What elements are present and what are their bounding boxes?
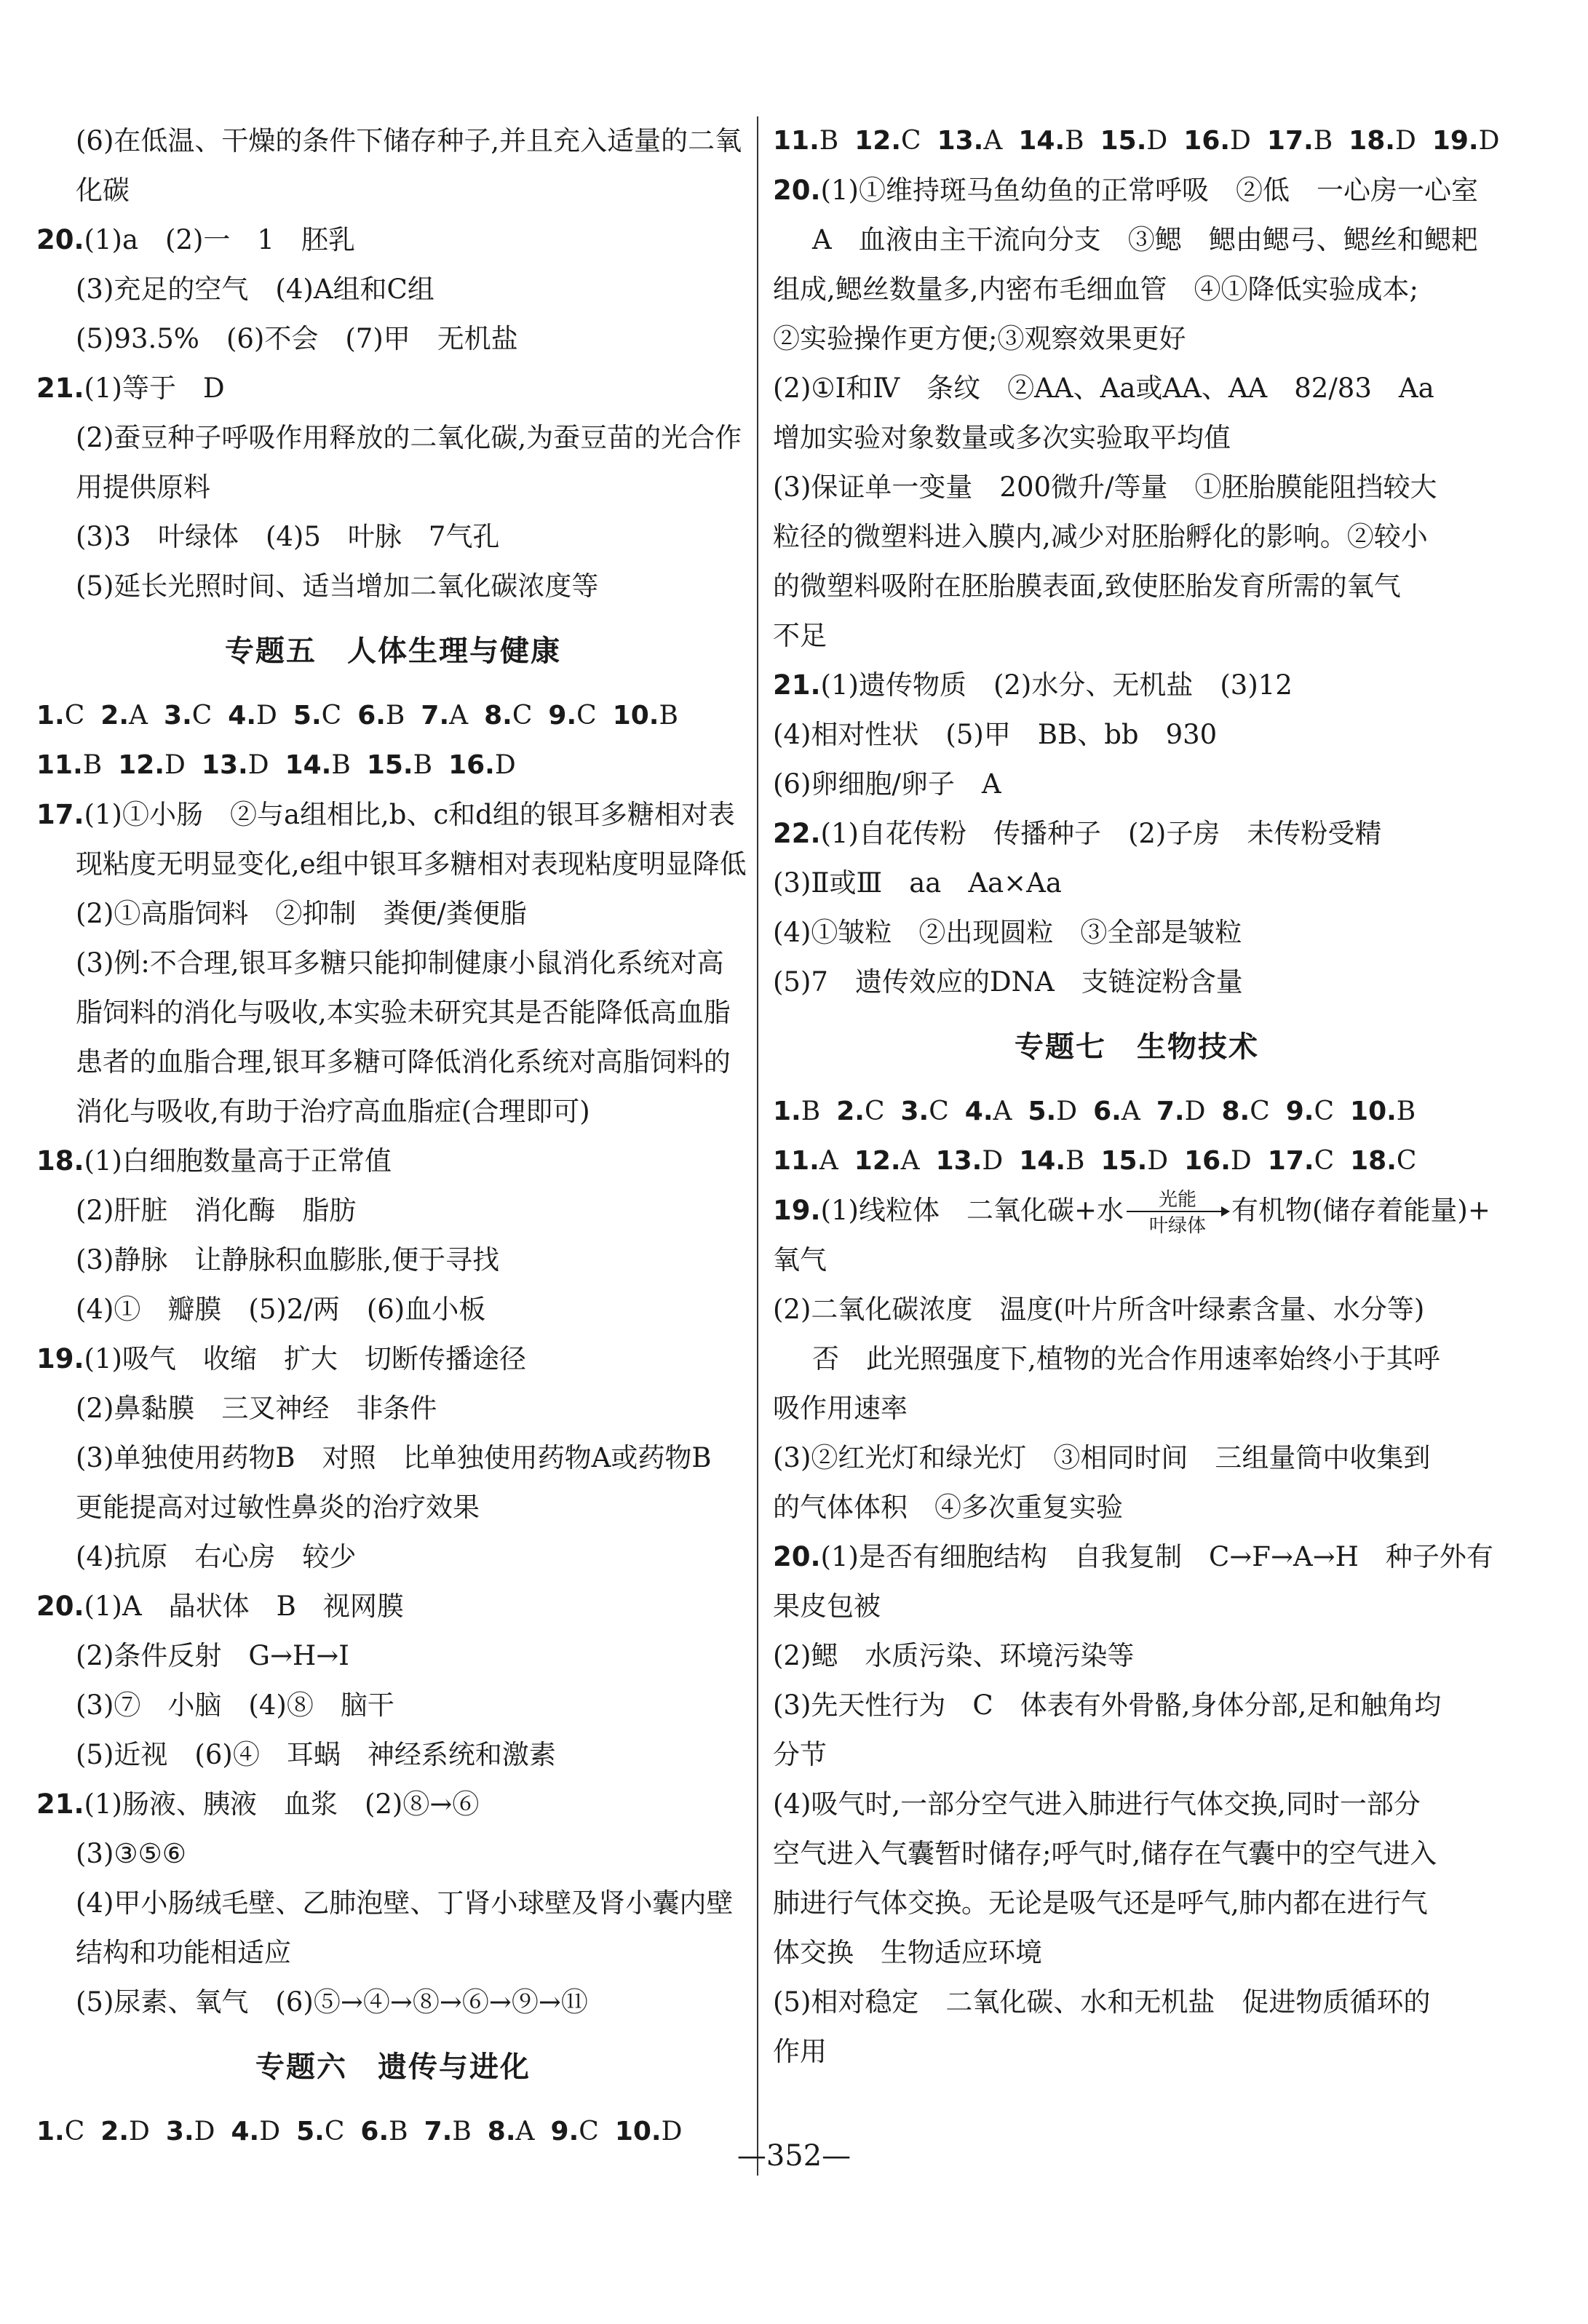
- question-number: 4.: [231, 2117, 260, 2146]
- choice-letter: C: [64, 701, 85, 731]
- question-number: 17.: [1266, 126, 1314, 156]
- answer-line: 分节: [773, 1739, 827, 1770]
- choice-letter: B: [331, 750, 351, 780]
- question-number: 13.: [937, 126, 984, 156]
- choice-letter: A: [449, 701, 469, 731]
- choice-answer: [937, 116, 1003, 166]
- answer-line: (5)延长光照时间、适当增加二氧化碳浓度等: [76, 570, 599, 602]
- choice-answer: [1183, 116, 1251, 166]
- choice-answer: [1350, 1087, 1416, 1137]
- question-answer-line: [36, 790, 750, 840]
- choice-answer: [1432, 116, 1500, 166]
- answer-line: (2)①高脂饲料 ②抑制 粪便/粪便脂: [76, 898, 527, 929]
- choice-letter: D: [256, 701, 277, 731]
- answer-line: 化碳: [76, 175, 130, 206]
- question-number: 6.: [1093, 1097, 1121, 1126]
- answer-line: (4)甲小肠绒毛壁、乙肺泡壁、丁肾小球壁及肾小囊内壁: [76, 1887, 734, 1919]
- section-heading: 专题七 生物技术: [1015, 1030, 1259, 1064]
- answer-line: 脂饲料的消化与吸收,本实验未研究其是否能降低高血脂: [76, 997, 731, 1028]
- equation-left: (1)线粒体 二氧化碳+水: [820, 1195, 1124, 1226]
- reaction-arrow: [1127, 1189, 1228, 1237]
- answer-line: (6)卵细胞/卵子 A: [773, 768, 1001, 800]
- answer-text: (1)A 晶状体 B 视网膜: [84, 1591, 404, 1622]
- choice-letter: A: [129, 701, 148, 731]
- choice-answer: [1286, 1087, 1334, 1137]
- question-number: 5.: [296, 2117, 325, 2146]
- answer-line: 不足: [773, 620, 827, 651]
- arrow-icon: [1127, 1211, 1228, 1215]
- choice-letter: B: [452, 2117, 472, 2146]
- question-number: 8.: [1221, 1097, 1250, 1126]
- answer-line: 肺进行气体交换。无论是吸气还是呼气,肺内都在进行气: [773, 1887, 1428, 1919]
- question-number: 14.: [285, 750, 332, 780]
- answer-line: 吸作用速率: [773, 1393, 908, 1424]
- question-number: 11.: [773, 126, 819, 156]
- choice-letter: D: [194, 2117, 215, 2146]
- choice-letter: C: [901, 126, 921, 156]
- answer-line: (2)条件反射 G→H→I: [76, 1640, 349, 1671]
- question-number: 6.: [357, 701, 386, 731]
- choice-letter: B: [413, 750, 433, 780]
- choice-answer: [836, 1087, 884, 1137]
- choice-answer: [773, 116, 838, 166]
- answer-text: (1)肠液、胰液 血浆 (2)⑧→⑥: [84, 1788, 480, 1820]
- choice-answer: [1019, 1137, 1084, 1186]
- question-number: 12.: [854, 1146, 901, 1176]
- answer-text: (1)自花传粉 传播种子 (2)子房 未传粉受精: [820, 818, 1382, 849]
- question-number: 17.: [1267, 1146, 1314, 1176]
- question-number: 9.: [548, 701, 577, 731]
- question-number: 2.: [100, 701, 130, 731]
- answer-line: (4)吸气时,一部分空气进入肺进行气体交换,同时一部分: [773, 1788, 1421, 1820]
- question-number: 1.: [36, 2117, 65, 2146]
- choice-letter: B: [1065, 126, 1084, 156]
- answer-line: 结构和功能相适应: [76, 1937, 291, 1968]
- choice-letter: D: [661, 2117, 683, 2146]
- question-answer-line: [36, 1137, 750, 1186]
- question-number: 16.: [1184, 1146, 1231, 1176]
- choice-letter: D: [1147, 1146, 1169, 1176]
- answer-text: (1)吸气 收缩 扩大 切断传播途径: [84, 1343, 526, 1374]
- answer-line: (3)例:不合理,银耳多糖只能抑制健康小鼠消化系统对高: [76, 947, 724, 979]
- choice-answer: [900, 1087, 948, 1137]
- question-answer-line: [773, 809, 1501, 859]
- answer-line: 果皮包被: [773, 1591, 881, 1622]
- question-number: 4.: [228, 701, 257, 731]
- question-number: 20.: [773, 1541, 821, 1572]
- choice-answer: [1093, 1087, 1140, 1137]
- answer-line: (3)③⑤⑥: [76, 1838, 186, 1869]
- question-number: 19.: [36, 1343, 84, 1374]
- question-number: 3.: [900, 1097, 929, 1126]
- choice-letter: D: [1478, 126, 1500, 156]
- answer-line: (4)抗原 右心房 较少: [76, 1541, 357, 1572]
- choice-answer: [773, 1137, 838, 1186]
- answer-line: 更能提高对过敏性鼻炎的治疗效果: [76, 1492, 480, 1523]
- answer-line: ②实验操作更方便;③观察效果更好: [773, 323, 1186, 354]
- question-number: 20.: [36, 224, 84, 255]
- question-number: 1.: [36, 701, 65, 731]
- answer-line: (5)相对稳定 二氧化碳、水和无机盐 促进物质循环的: [773, 1986, 1431, 2018]
- choice-letter: B: [1065, 1146, 1085, 1176]
- answer-line: (2)鼻黏膜 三叉神经 非条件: [76, 1393, 437, 1424]
- question-number: 15.: [1100, 126, 1147, 156]
- answer-line: (5)近视 (6)④ 耳蜗 神经系统和激素: [76, 1739, 556, 1770]
- question-number: 10.: [612, 701, 659, 731]
- answer-text: (1)遗传物质 (2)水分、无机盐 (3)12: [820, 669, 1293, 701]
- choice-letter: B: [659, 701, 678, 731]
- question-number: 12.: [118, 750, 165, 780]
- choice-answer: [1028, 1087, 1078, 1137]
- question-number: 8.: [487, 2117, 516, 2146]
- question-number: 3.: [164, 701, 192, 731]
- choice-letter: C: [512, 701, 533, 731]
- choice-answer: [484, 691, 532, 741]
- answer-text: (1)①小肠 ②与a组相比,b、c和d组的银耳多糖相对表: [84, 799, 735, 830]
- question-number: 7.: [424, 2117, 453, 2146]
- question-number: 18.: [1349, 126, 1395, 156]
- choice-letter: D: [1394, 126, 1416, 156]
- question-number: 3.: [165, 2117, 194, 2146]
- choice-letter: A: [515, 2117, 535, 2146]
- question-answer-line: [773, 1532, 1501, 1582]
- answer-line: (5)93.5% (6)不会 (7)甲 无机盐: [76, 323, 518, 354]
- answer-line: 现粘度无明显变化,e组中银耳多糖相对表现粘度明显降低: [76, 848, 747, 880]
- choice-answer: [164, 691, 212, 741]
- choice-answer-row: [773, 1087, 1501, 1137]
- question-number: 9.: [1285, 1097, 1314, 1126]
- answer-line: 患者的血脂合理,银耳多糖可降低消化系统对高脂饲料的: [76, 1046, 731, 1078]
- choice-letter: C: [1314, 1097, 1335, 1126]
- choice-letter: C: [864, 1097, 885, 1126]
- right-column: [773, 116, 1501, 2077]
- page-number: —352—: [737, 2139, 851, 2173]
- reaction-condition: 光能: [1158, 1188, 1196, 1211]
- answer-line: 的气体体积 ④多次重复实验: [773, 1492, 1123, 1523]
- question-number: 21.: [36, 373, 84, 404]
- question-number: 16.: [448, 750, 495, 780]
- question-answer-line: [773, 1186, 1501, 1235]
- answer-text: (1)①维持斑马鱼幼鱼的正常呼吸 ②低 一心房一心室: [820, 175, 1478, 206]
- question-number: 7.: [421, 701, 450, 731]
- choice-answer: [36, 691, 84, 741]
- choice-answer: [854, 116, 921, 166]
- question-number: 18.: [1350, 1146, 1397, 1176]
- choice-letter: A: [819, 1146, 838, 1176]
- choice-letter: C: [576, 701, 597, 731]
- question-number: 7.: [1156, 1097, 1185, 1126]
- choice-answer: [1349, 116, 1416, 166]
- choice-answer: [1100, 1137, 1168, 1186]
- question-answer-line: [36, 215, 750, 265]
- choice-letter: C: [1250, 1097, 1270, 1126]
- answer-line: 粒径的微塑料进入膜内,减少对胚胎孵化的影响。②较小: [773, 521, 1428, 552]
- choice-answer: [293, 691, 341, 741]
- choice-letter: D: [247, 750, 269, 780]
- answer-line: A 血液由主干流向分支 ③鳃 鳃由鳃弓、鳃丝和鳃耙: [812, 224, 1478, 255]
- reaction-site: 叶绿体: [1148, 1214, 1206, 1237]
- answer-line: (2)①Ⅰ和Ⅳ 条纹 ②AA、Aa或AA、AA 82/83 Aa: [773, 373, 1434, 404]
- choice-answer: [936, 1137, 1004, 1186]
- choice-letter: B: [1396, 1097, 1416, 1126]
- choice-answer: [965, 1087, 1012, 1137]
- answer-line: 增加实验对象数量或多次实验取平均值: [773, 422, 1231, 453]
- answer-text: (1)等于 D: [84, 373, 225, 404]
- choice-answer-row: [773, 1137, 1501, 1186]
- choice-answer: [1184, 1137, 1252, 1186]
- answer-line: 用提供原料: [76, 471, 210, 503]
- section-heading: 专题六 遗传与进化: [255, 2050, 531, 2084]
- choice-answer-row: [773, 116, 1501, 166]
- choice-letter: D: [164, 750, 186, 780]
- question-number: 17.: [36, 799, 84, 830]
- answer-line: 作用: [773, 2036, 827, 2067]
- answer-line: (5)7 遗传效应的DNA 支链淀粉含量: [773, 966, 1243, 998]
- question-number: 1.: [773, 1097, 801, 1126]
- question-number: 19.: [773, 1195, 821, 1226]
- choice-letter: D: [1056, 1097, 1078, 1126]
- choice-letter: C: [324, 2117, 345, 2146]
- question-number: 14.: [1018, 126, 1065, 156]
- choice-letter: B: [801, 1097, 821, 1126]
- question-number: 2.: [836, 1097, 865, 1126]
- choice-answer-row: [36, 691, 750, 741]
- choice-answer: [1018, 116, 1084, 166]
- choice-letter: D: [494, 750, 516, 780]
- answer-line: (3)3 叶绿体 (4)5 叶脉 7气孔: [76, 521, 500, 552]
- choice-letter: C: [929, 1097, 949, 1126]
- choice-answer: [448, 741, 516, 790]
- choice-answer: [1221, 1087, 1269, 1137]
- question-number: 13.: [935, 1146, 982, 1176]
- question-number: 11.: [773, 1146, 819, 1176]
- question-number: 12.: [854, 126, 902, 156]
- choice-answer: [357, 691, 405, 741]
- question-number: 15.: [1100, 1146, 1148, 1176]
- answer-line: (2)肝脏 消化酶 脂肪: [76, 1195, 357, 1226]
- answer-line: (3)保证单一变量 200微升/等量 ①胚胎膜能阻挡较大: [773, 471, 1437, 503]
- question-number: 2.: [100, 2117, 130, 2146]
- answer-line: (6)在低温、干燥的条件下储存种子,并且充入适量的二氧: [76, 125, 742, 156]
- choice-answer: [228, 691, 277, 741]
- choice-letter: D: [982, 1146, 1004, 1176]
- question-number: 10.: [1350, 1097, 1397, 1126]
- answer-line: (4)①皱粒 ②出现圆粒 ③全部是皱粒: [773, 917, 1242, 948]
- choice-letter: B: [1313, 126, 1333, 156]
- choice-answer: [773, 1087, 820, 1137]
- choice-answer: [854, 1137, 920, 1186]
- choice-letter: B: [385, 701, 405, 731]
- question-answer-line: [36, 364, 750, 413]
- choice-letter: C: [579, 2117, 599, 2146]
- choice-letter: C: [64, 2117, 85, 2146]
- answer-line: (2)蚕豆种子呼吸作用释放的二氧化碳,为蚕豆苗的光合作: [76, 422, 742, 453]
- answer-line: 消化与吸收,有助于治疗高血脂症(合理即可): [76, 1096, 590, 1127]
- question-number: 22.: [773, 818, 821, 849]
- question-number: 5.: [1028, 1097, 1057, 1126]
- choice-answer: [367, 741, 432, 790]
- question-number: 5.: [293, 701, 322, 731]
- choice-letter: D: [129, 2117, 150, 2146]
- question-number: 18.: [36, 1145, 84, 1177]
- choice-letter: C: [1314, 1146, 1335, 1176]
- choice-answer: [100, 691, 148, 741]
- choice-letter: B: [819, 126, 839, 156]
- answer-line: (2)二氧化碳浓度 温度(叶片所含叶绿素含量、水分等): [773, 1294, 1425, 1325]
- answer-line: (4)① 瓣膜 (5)2/两 (6)血小板: [76, 1294, 486, 1325]
- question-number: 21.: [773, 669, 821, 701]
- question-number: 10.: [614, 2117, 662, 2146]
- choice-letter: D: [1146, 126, 1168, 156]
- question-number: 14.: [1019, 1146, 1065, 1176]
- equation-right: 有机物(储存着能量)+: [1231, 1195, 1490, 1226]
- choice-answer: [118, 741, 186, 790]
- choice-letter: A: [900, 1146, 920, 1176]
- choice-answer: [1268, 1137, 1334, 1186]
- question-number: 9.: [550, 2117, 579, 2146]
- question-answer-line: [36, 1334, 750, 1384]
- question-answer-line: [36, 1780, 750, 1829]
- question-answer-line: [773, 661, 1501, 710]
- choice-letter: C: [191, 701, 213, 731]
- choice-letter: A: [1121, 1097, 1140, 1126]
- choice-answer: [548, 691, 596, 741]
- column-divider: [757, 116, 758, 2176]
- choice-letter: B: [389, 2117, 408, 2146]
- choice-answer: [421, 691, 468, 741]
- answer-line: (3)先天性行为 C 体表有外骨骼,身体分部,足和触角均: [773, 1690, 1442, 1721]
- question-number: 20.: [773, 175, 821, 206]
- choice-letter: D: [1230, 1146, 1252, 1176]
- left-column: [36, 116, 750, 2157]
- answer-line: 空气进入气囊暂时储存;呼气时,储存在气囊中的空气进入: [773, 1838, 1437, 1869]
- question-number: 16.: [1183, 126, 1231, 156]
- answer-line: (3)②红光灯和绿光灯 ③相同时间 三组量筒中收集到: [773, 1442, 1431, 1473]
- answer-text: (1)白细胞数量高于正常值: [84, 1145, 392, 1177]
- choice-letter: A: [993, 1097, 1012, 1126]
- answer-line: (4)相对性状 (5)甲 BB、bb 930: [773, 719, 1218, 750]
- choice-letter: C: [1396, 1146, 1417, 1176]
- choice-letter: D: [1230, 126, 1251, 156]
- answer-line: (2)鳃 水质污染、环境污染等: [773, 1640, 1135, 1671]
- choice-answer: [1267, 116, 1333, 166]
- answer-line: (3)静脉 让静脉积血膨胀,便于寻找: [76, 1244, 500, 1276]
- section-heading: 专题五 人体生理与健康: [225, 634, 561, 668]
- choice-answer: [285, 741, 351, 790]
- question-number: 21.: [36, 1788, 84, 1820]
- choice-answer-row: [36, 741, 750, 790]
- question-number: 20.: [36, 1591, 84, 1622]
- question-number: 6.: [360, 2117, 389, 2146]
- choice-letter: A: [983, 126, 1003, 156]
- answer-line: 组成,鳃丝数量多,内密布毛细血管 ④①降低实验成本;: [773, 274, 1418, 305]
- choice-answer: [613, 691, 678, 741]
- question-number: 13.: [201, 750, 248, 780]
- choice-letter: B: [82, 750, 103, 780]
- question-answer-line: [773, 166, 1501, 215]
- choice-letter: D: [259, 2117, 281, 2146]
- question-answer-line: [36, 1582, 750, 1631]
- choice-answer: [1100, 116, 1168, 166]
- choice-answer: [1156, 1087, 1206, 1137]
- answer-text: (1)a (2)一 1 胚乳: [84, 224, 355, 255]
- choice-answer: [36, 741, 102, 790]
- choice-letter: C: [321, 701, 342, 731]
- answer-line: (3)⑦ 小脑 (4)⑧ 脑干: [76, 1690, 394, 1721]
- answer-line: 体交换 生物适应环境: [773, 1937, 1042, 1968]
- question-number: 15.: [366, 750, 413, 780]
- choice-answer: [202, 741, 269, 790]
- answer-line: (5)尿素、氧气 (6)⑤→④→⑧→⑥→⑨→⑪: [76, 1986, 588, 2018]
- question-number: 4.: [964, 1097, 993, 1126]
- answer-text: (1)是否有细胞结构 自我复制 C→F→A→H 种子外有: [820, 1541, 1493, 1572]
- answer-line: (3)Ⅱ或Ⅲ aa Aa×Aa: [773, 867, 1062, 899]
- answer-line: (3)充足的空气 (4)A组和C组: [76, 274, 434, 305]
- answer-line: 氧气: [773, 1244, 827, 1276]
- choice-letter: D: [1184, 1097, 1206, 1126]
- answer-line: (3)单独使用药物B 对照 比单独使用药物A或药物B: [76, 1442, 712, 1473]
- answer-line: 否 此光照强度下,植物的光合作用速率始终小于其呼: [812, 1343, 1440, 1374]
- question-number: 8.: [484, 701, 512, 731]
- question-number: 11.: [36, 750, 83, 780]
- question-number: 19.: [1432, 126, 1479, 156]
- choice-answer: [1350, 1137, 1416, 1186]
- answer-line: 的微塑料吸附在胚胎膜表面,致使胚胎发育所需的氧气: [773, 570, 1401, 602]
